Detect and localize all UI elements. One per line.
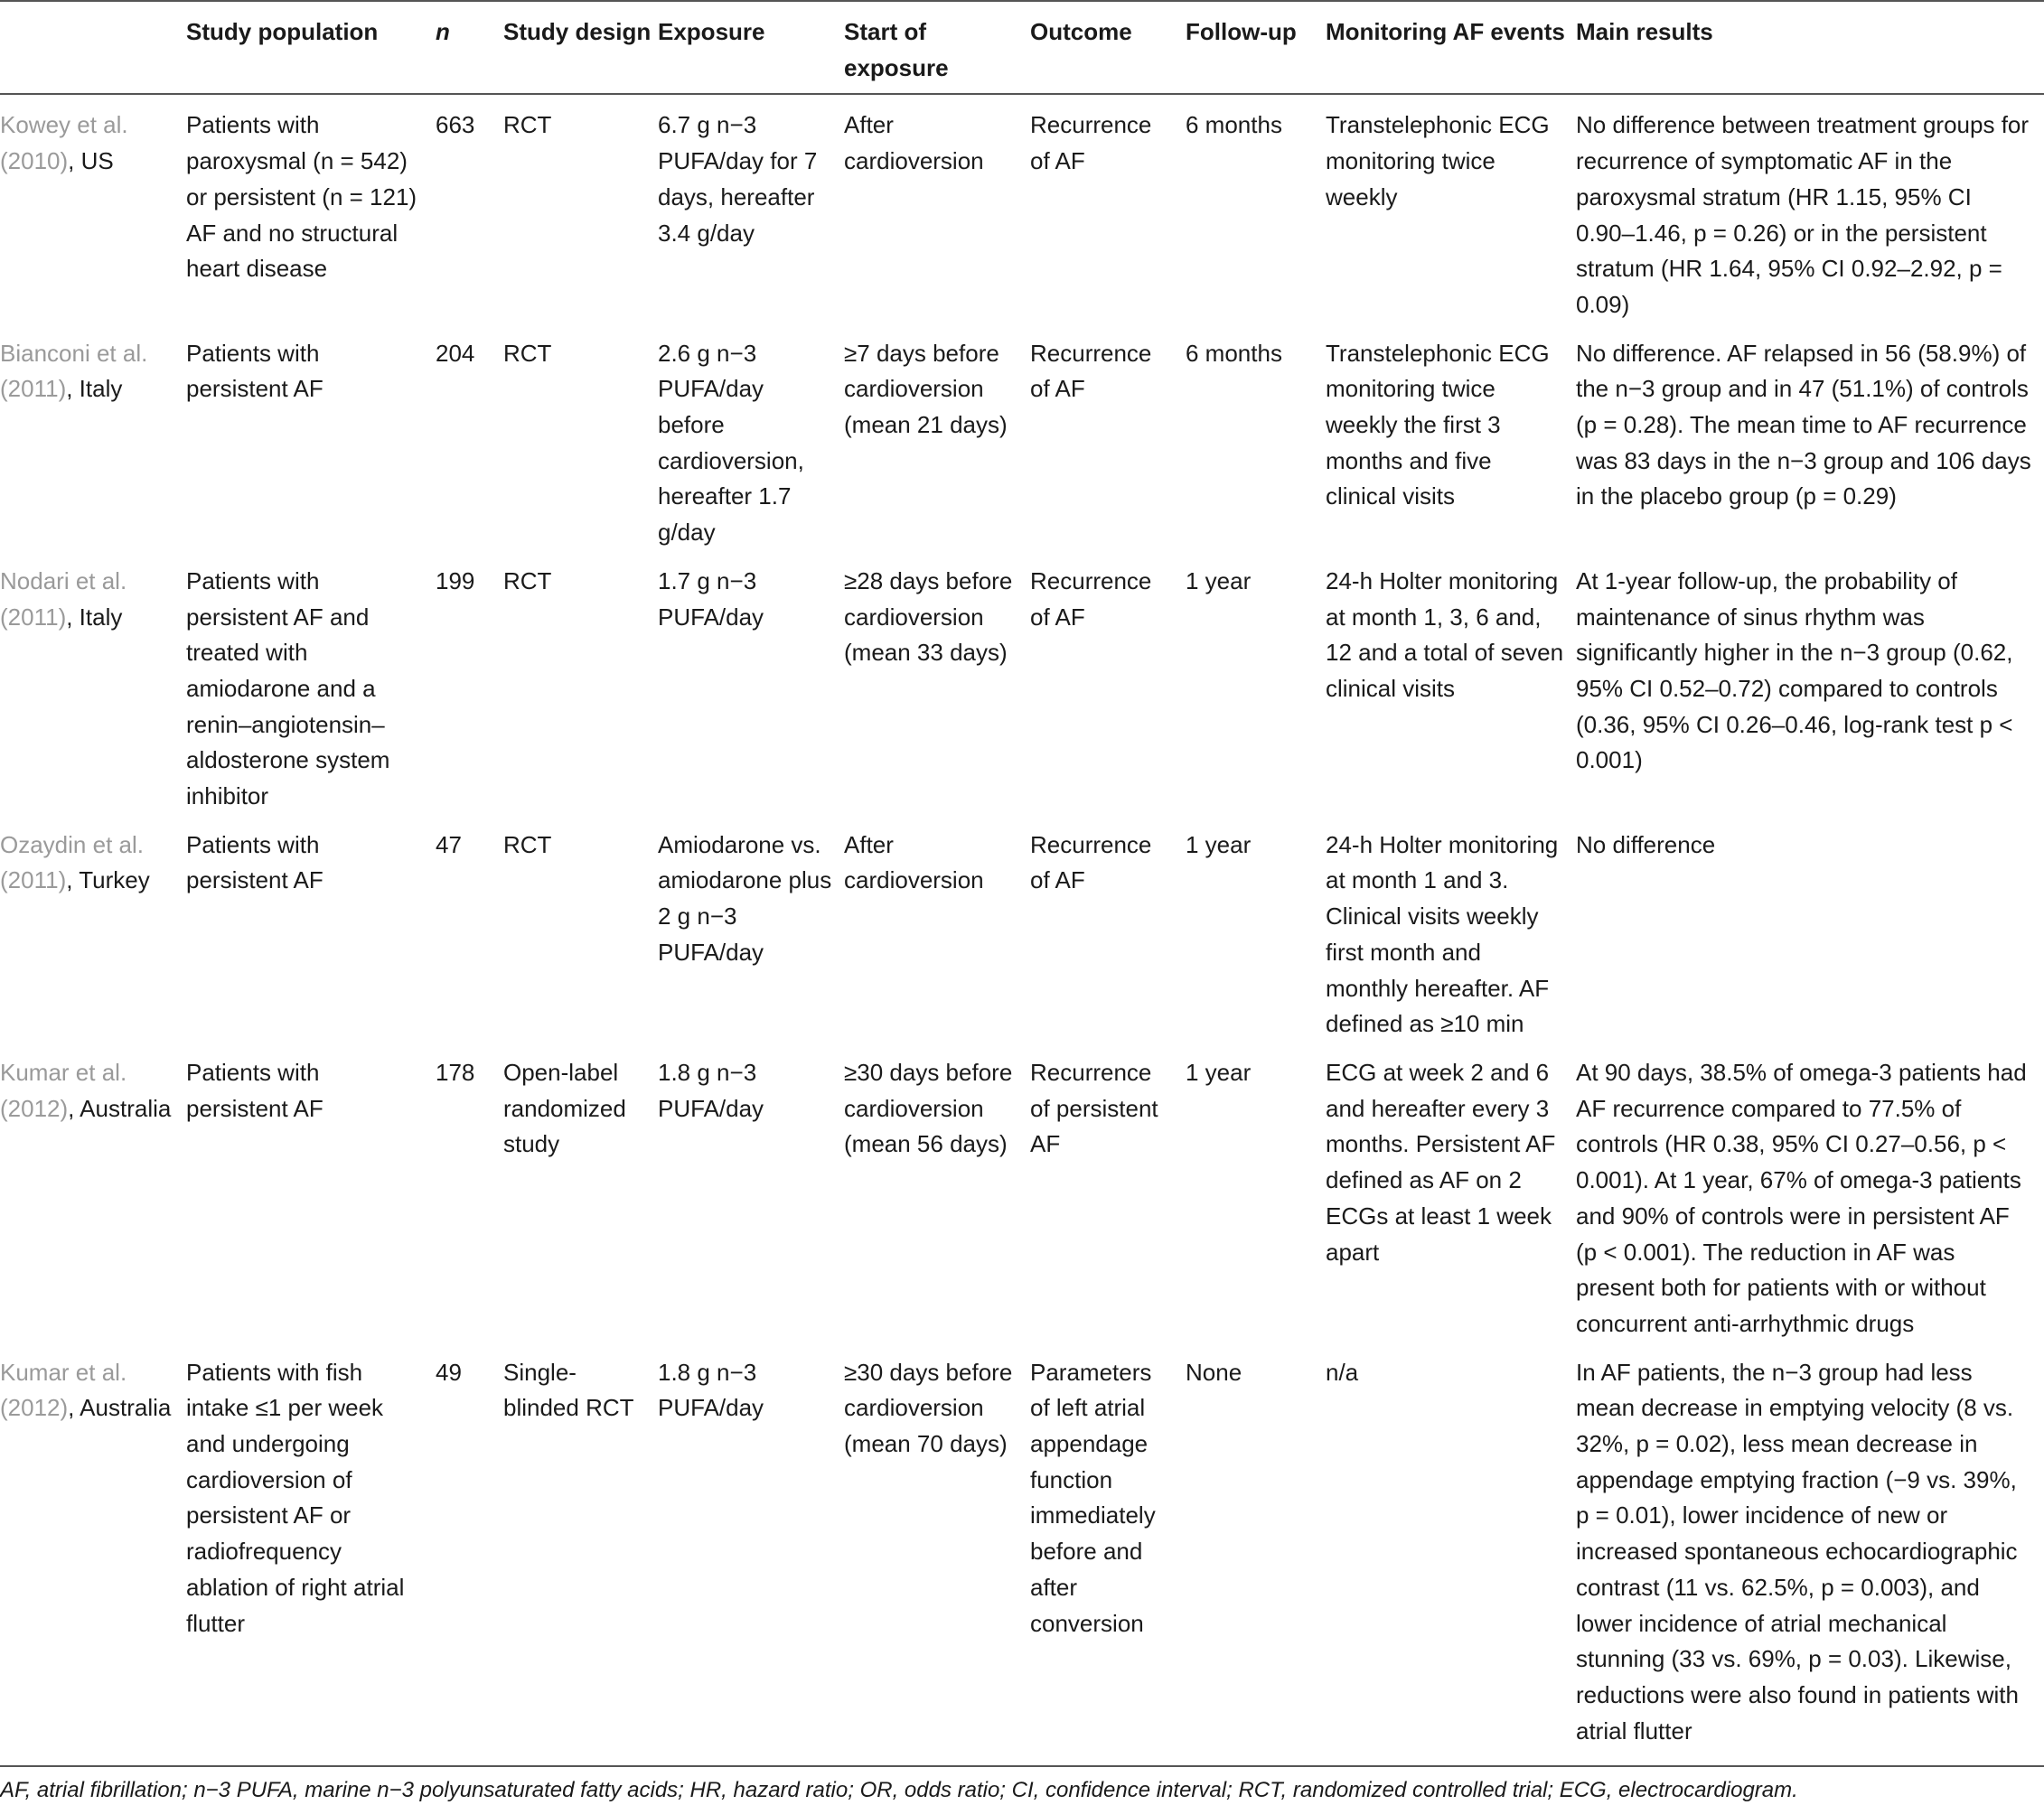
cell-results-text: At 90 days, 38.5% of omega-3 patients had AF recurrence compared to 77.5% of controls (HR 0.38, 95% CI 0.27–0.56, p < 0.001). At 1 year, 67% of omega-3 patients and 90% of controls were in persistent AF (p < 0.001). The reduction in AF was present both for patients with or without concurrent anti-arrhythmic drugs: [1576, 1058, 2027, 1337]
cell-start-text: After cardioversion: [844, 830, 984, 894]
cell-outcome-text: Recurrence of AF: [1030, 339, 1152, 403]
header-study: [0, 1, 186, 94]
header-results: Main results: [1576, 1, 2044, 94]
cell-design-text: RCT: [503, 566, 552, 594]
cell-results: [1576, 551, 2044, 815]
header-n: n: [436, 1, 503, 94]
cell-exposure: [658, 323, 844, 551]
cell-exposure: [658, 1043, 844, 1342]
cell-monitoring: [1326, 323, 1576, 551]
header-population: Study population: [186, 1, 436, 94]
cell-n: [436, 1342, 503, 1767]
cell-study: [0, 1342, 186, 1767]
cell-design: [503, 1342, 658, 1767]
cell-followup: [1186, 551, 1326, 815]
header-followup: Follow-up: [1186, 1, 1326, 94]
cell-design: [503, 1043, 658, 1342]
cell-start: [844, 323, 1030, 551]
cell-n-text: 178: [436, 1058, 475, 1086]
cell-population: [186, 1043, 436, 1342]
header-design: Study design: [503, 1, 658, 94]
cell-exposure-text: 2.6 g n−3 PUFA/day before cardioversion, hereafter 1.7 g/day: [658, 339, 804, 547]
cell-design-text: Open-label randomized study: [503, 1058, 626, 1158]
cell-monitoring-text: Transtelephonic ECG monitoring twice weekly: [1326, 111, 1550, 210]
cell-monitoring: [1326, 1043, 1576, 1342]
cell-design: [503, 323, 658, 551]
cell-followup: [1186, 1342, 1326, 1767]
citation-link[interactable]: Nodari et al. (2011): [0, 566, 127, 631]
cell-study: [0, 1043, 186, 1342]
cell-followup-text: None: [1186, 1358, 1242, 1386]
cell-n: [436, 815, 503, 1043]
cell-population-text: Patients with fish intake ≤1 per week and undergoing cardioversion of persistent AF or radiofrequency ablation of right atrial flutter: [186, 1358, 405, 1637]
cell-monitoring-text: ECG at week 2 and 6 and hereafter every 3 months. Persistent AF defined as AF on 2 ECGs at least 1 week apart: [1326, 1058, 1556, 1266]
cell-start: [844, 1342, 1030, 1767]
cell-outcome: [1030, 1043, 1186, 1342]
header-outcome: Outcome: [1030, 1, 1186, 94]
header-monitoring: Monitoring AF events: [1326, 1, 1576, 94]
citation-link[interactable]: Ozaydin et al. (2011): [0, 830, 144, 894]
cell-start-text: After cardioversion: [844, 111, 984, 175]
cell-study: [0, 815, 186, 1043]
study-country: , Turkey: [66, 866, 150, 894]
cell-exposure-text: 1.8 g n−3 PUFA/day: [658, 1358, 764, 1422]
cell-start: [844, 551, 1030, 815]
cell-start-text: ≥30 days before cardioversion (mean 56 days): [844, 1058, 1013, 1158]
cell-study: [0, 323, 186, 551]
cell-study: [0, 551, 186, 815]
cell-monitoring: [1326, 94, 1576, 323]
cell-population: [186, 1342, 436, 1767]
cell-exposure-text: 1.7 g n−3 PUFA/day: [658, 566, 764, 631]
cell-results-text: No difference: [1576, 830, 1716, 858]
cell-start: [844, 815, 1030, 1043]
cell-population-text: Patients with persistent AF: [186, 1058, 323, 1122]
cell-followup-text: 6 months: [1186, 339, 1282, 367]
cell-design-text: Single-blinded RCT: [503, 1358, 634, 1422]
cell-start: [844, 1043, 1030, 1342]
study-country: , Australia: [68, 1094, 172, 1122]
cell-population-text: Patients with persistent AF: [186, 339, 323, 403]
cell-followup-text: 1 year: [1186, 830, 1252, 858]
cell-results-text: At 1-year follow-up, the probability of maintenance of sinus rhythm was significantly higher in the n−3 group (0.62, 95% CI 0.52–0.72) compared to controls (0.36, 95% CI 0.26–0.46, log-rank test p < 0.001): [1576, 566, 2013, 774]
cell-followup: [1186, 1043, 1326, 1342]
cell-design: [503, 551, 658, 815]
cell-population-text: Patients with persistent AF and treated with amiodarone and a renin–angiotensin–aldosterone system inhibitor: [186, 566, 390, 810]
cell-outcome: [1030, 551, 1186, 815]
cell-n-text: 663: [436, 111, 475, 139]
cell-design-text: RCT: [503, 111, 552, 139]
cell-start: [844, 94, 1030, 323]
cell-results: [1576, 323, 2044, 551]
citation-link[interactable]: Kowey et al. (2010): [0, 111, 128, 175]
cell-monitoring-text: 24-h Holter monitoring at month 1 and 3. Clinical visits weekly first month and monthly hereafter. AF defined as ≥10 min: [1326, 830, 1559, 1038]
table-row: [0, 815, 2044, 1043]
study-country: , Australia: [68, 1394, 172, 1422]
cell-results-text: In AF patients, the n−3 group had less mean decrease in emptying velocity (8 vs. 32%, p = 0.02), less mean decrease in appendage emptying fraction (−9 vs. 39%, p = 0.01), lower incidence of new or increased spontaneous echocardiographic contrast (11 vs. 62.5%, p = 0.003), and lower incidence of atrial mechanical stunning (33 vs. 69%, p = 0.03). Likewise, reductions were also found in patients with atrial flutter: [1576, 1358, 2019, 1744]
header-start: Start of exposure: [844, 1, 1030, 94]
cell-outcome: [1030, 815, 1186, 1043]
table-row: [0, 1342, 2044, 1767]
cell-n-text: 204: [436, 339, 475, 367]
cell-exposure-text: Amiodarone vs. amiodarone plus 2 g n−3 PUFA/day: [658, 830, 832, 966]
cell-monitoring: [1326, 815, 1576, 1043]
cell-design-text: RCT: [503, 830, 552, 858]
table-header: [0, 1, 2044, 94]
table-row: [0, 1043, 2044, 1342]
cell-outcome: [1030, 323, 1186, 551]
cell-design: [503, 94, 658, 323]
cell-followup: [1186, 815, 1326, 1043]
header-exposure: Exposure: [658, 1, 844, 94]
cell-n: [436, 323, 503, 551]
cell-results: [1576, 815, 2044, 1043]
citation-link[interactable]: Kumar et al. (2012): [0, 1058, 127, 1122]
cell-outcome-text: Recurrence of AF: [1030, 830, 1152, 894]
citation-link[interactable]: Bianconi et al. (2011): [0, 339, 148, 403]
cell-start-text: ≥28 days before cardioversion (mean 33 days): [844, 566, 1013, 667]
cell-exposure: [658, 1342, 844, 1767]
table-row: [0, 94, 2044, 323]
study-country: , US: [68, 147, 114, 175]
cell-results: [1576, 94, 2044, 323]
cell-population: [186, 323, 436, 551]
cell-outcome-text: Recurrence of persistent AF: [1030, 1058, 1158, 1158]
cell-population-text: Patients with paroxysmal (n = 542) or persistent (n = 121) AF and no structural heart disease: [186, 111, 417, 283]
cell-monitoring: [1326, 551, 1576, 815]
cell-n: [436, 551, 503, 815]
cell-exposure: [658, 94, 844, 323]
cell-monitoring-text: 24-h Holter monitoring at month 1, 3, 6 and, 12 and a total of seven clinical visits: [1326, 566, 1564, 702]
header-row: [0, 1, 2044, 94]
study-country: , Italy: [66, 375, 123, 403]
table-row: [0, 551, 2044, 815]
cell-exposure: [658, 815, 844, 1043]
cell-followup-text: 1 year: [1186, 566, 1252, 594]
cell-start-text: ≥30 days before cardioversion (mean 70 days): [844, 1358, 1013, 1458]
cell-population: [186, 551, 436, 815]
cell-n-text: 199: [436, 566, 475, 594]
cell-followup: [1186, 94, 1326, 323]
cell-n-text: 49: [436, 1358, 462, 1386]
cell-outcome-text: Recurrence of AF: [1030, 111, 1152, 175]
cell-population-text: Patients with persistent AF: [186, 830, 323, 894]
cell-design: [503, 815, 658, 1043]
table-body: [0, 94, 2044, 1766]
cell-study: [0, 94, 186, 323]
citation-link[interactable]: Kumar et al. (2012): [0, 1358, 127, 1422]
cell-outcome-text: Recurrence of AF: [1030, 566, 1152, 631]
cell-monitoring-text: n/a: [1326, 1358, 1359, 1386]
cell-monitoring: [1326, 1342, 1576, 1767]
cell-n: [436, 1043, 503, 1342]
study-country: , Italy: [66, 603, 123, 631]
cell-design-text: RCT: [503, 339, 552, 367]
cell-followup-text: 6 months: [1186, 111, 1282, 139]
cell-results: [1576, 1043, 2044, 1342]
cell-exposure-text: 6.7 g n−3 PUFA/day for 7 days, hereafter 3.4 g/day: [658, 111, 818, 247]
cell-outcome: [1030, 1342, 1186, 1767]
cell-n-text: 47: [436, 830, 462, 858]
cell-results-text: No difference between treatment groups for recurrence of symptomatic AF in the paroxysmal stratum (HR 1.15, 95% CI 0.90–1.46, p = 0.26) or in the persistent stratum (HR 1.64, 95% CI 0.92–2.92, p = 0.09): [1576, 111, 2030, 318]
cell-start-text: ≥7 days before cardioversion (mean 21 days): [844, 339, 1008, 439]
cell-n: [436, 94, 503, 323]
cell-results: [1576, 1342, 2044, 1767]
cell-population: [186, 815, 436, 1043]
cell-followup: [1186, 323, 1326, 551]
table-row: [0, 323, 2044, 551]
cell-monitoring-text: Transtelephonic ECG monitoring twice weekly the first 3 months and five clinical visits: [1326, 339, 1550, 510]
cell-exposure: [658, 551, 844, 815]
cell-results-text: No difference. AF relapsed in 56 (58.9%) of the n−3 group and in 47 (51.1%) of controls (p = 0.28). The mean time to AF recurrence was 83 days in the n−3 group and 106 days in the placebo group (p = 0.29): [1576, 339, 2031, 510]
cell-exposure-text: 1.8 g n−3 PUFA/day: [658, 1058, 764, 1122]
cell-outcome-text: Parameters of left atrial appendage function immediately before and after conversion: [1030, 1358, 1156, 1637]
cell-followup-text: 1 year: [1186, 1058, 1252, 1086]
cell-outcome: [1030, 94, 1186, 323]
cell-population: [186, 94, 436, 323]
table-footnote: AF, atrial fibrillation; n−3 PUFA, marine n−3 polyunsaturated fatty acids; HR, hazard ratio; OR, odds ratio; CI, confidence interval; RCT, randomized controlled trial; ECG, electrocardiogram.: [0, 1778, 1798, 1803]
